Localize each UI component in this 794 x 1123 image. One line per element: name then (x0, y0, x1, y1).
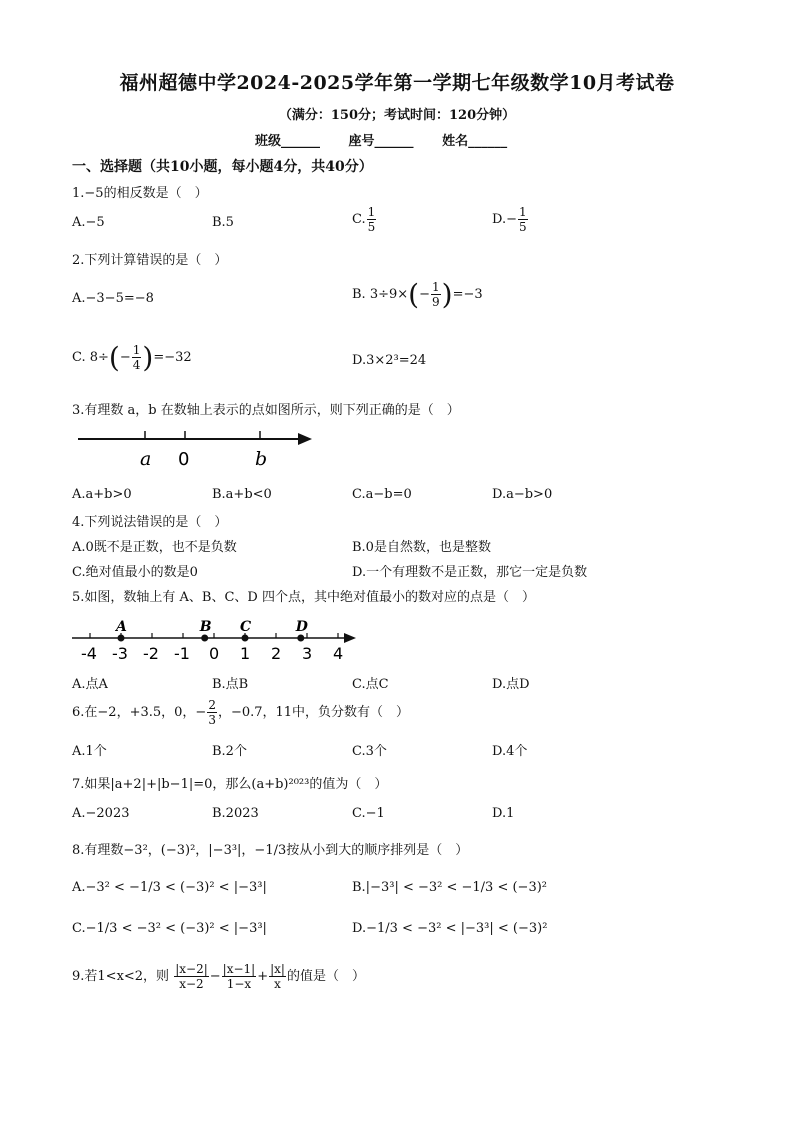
q7-option-c[interactable]: C.−1 (352, 806, 385, 821)
point-label: B (199, 619, 212, 635)
q5-option-c[interactable]: C.点C (352, 677, 389, 692)
question-3-stem: 3.有理数 a，b 在数轴上表示的点如图所示，则下列正确的是（ ） (72, 403, 460, 418)
q2-option-a[interactable]: A.−3−5=−8 (72, 291, 154, 306)
q9-stem-suffix: 的值是（ ） (286, 969, 365, 984)
point-label: A (116, 619, 127, 635)
name-field[interactable]: 姓名______ (442, 134, 508, 149)
label-b: b (255, 448, 268, 470)
tick-label: 3 (302, 644, 313, 663)
fraction: $\frac{2}{3}$ (208, 698, 216, 727)
q6-option-a[interactable]: A.1个 (72, 744, 107, 759)
point-dot (118, 635, 125, 642)
question-4-stem: 4.下列说法错误的是（ ） (72, 515, 228, 530)
q3-option-b[interactable]: B.a+b<0 (212, 487, 272, 502)
tick-label: -1 (174, 644, 190, 663)
q2-c-prefix: C. 8÷ (72, 350, 109, 365)
q1-option-d[interactable] (492, 205, 529, 234)
q6-stem-suffix: ，−0.7，11中，负分数有（ ） (217, 705, 410, 720)
q5-option-b[interactable]: B.点B (212, 677, 249, 692)
tick-label: 0 (209, 644, 220, 663)
fraction: $\frac{|x-2|}{x-2}$ (175, 962, 208, 991)
tick-label: 1 (240, 644, 251, 663)
q1-option-a[interactable]: A.−5 (72, 215, 105, 230)
q7-option-b[interactable]: B.2023 (212, 806, 259, 821)
point-dot (297, 635, 304, 642)
exam-subtitle: （满分：150分；考试时间：120分钟） (278, 108, 516, 123)
fraction: $\frac{1}{5}$ (518, 205, 527, 234)
q1-c-prefix: C. (352, 212, 366, 227)
question-9-stem: 9.若1<x<2，则 $\frac{|x-2|}{x-2}$ − $\frac{|x-1|}{1-x}$ + $\frac{|x|}{x}$ 的值是（ ） (72, 962, 365, 991)
number-line-ab (72, 425, 322, 473)
label-a: a (140, 448, 152, 470)
fraction: $\frac{1}{5}$ (367, 205, 376, 234)
question-6-stem (72, 698, 409, 727)
q1-option-b[interactable]: B.5 (212, 215, 234, 230)
q8-option-d[interactable]: D.−1/3 < −3² < |−3³| < (−3)² (352, 921, 548, 936)
tick-label: -4 (81, 644, 97, 663)
exam-title: 福州超德中学2024-2025学年第一学期七年级数学10月考试卷 (119, 72, 675, 94)
section-heading: 一、选择题（共10小题，每小题4分，共40分） (72, 159, 373, 175)
q8-option-a[interactable]: A.−3² < −1/3 < (−3)² < |−3³| (72, 880, 267, 895)
q4-option-a[interactable]: A.0既不是正数，也不是负数 (72, 540, 237, 555)
q2-b-prefix: B. 3÷9× (352, 287, 409, 302)
q3-option-d[interactable]: D.a−b>0 (492, 487, 553, 502)
q2-b-suffix: =−3 (452, 287, 483, 302)
paren: ) (142, 341, 154, 374)
paren: ( (108, 341, 120, 374)
q2-option-b[interactable]: B. 3÷9×(− $\frac{1}{9}$ )=−3 (352, 278, 483, 311)
q6-option-d[interactable]: D.4个 (492, 744, 528, 759)
point-label: C (240, 619, 252, 635)
fraction: $\frac{|x-1|}{1-x}$ (222, 962, 256, 991)
question-2-stem: 2.下列计算错误的是（ ） (72, 253, 228, 268)
axis-arrow (344, 633, 356, 643)
q6-stem-prefix: 6.在−2，+3.5，0，− (72, 705, 207, 720)
paren: ) (441, 278, 453, 311)
q3-option-a[interactable]: A.a+b>0 (72, 487, 132, 502)
fraction: $\frac{1}{4}$ (132, 343, 141, 372)
q2-option-c[interactable]: C. 8÷(− $\frac{1}{4}$ )=−32 (72, 341, 192, 374)
paren: ( (408, 278, 420, 311)
question-5-stem: 5.如图，数轴上有 A、B、C、D 四个点，其中绝对值最小的数对应的点是（ ） (72, 590, 535, 605)
q5-option-d[interactable]: D.点D (492, 677, 530, 692)
q1-option-c[interactable] (352, 205, 377, 234)
q7-option-a[interactable]: A.−2023 (72, 806, 130, 821)
seat-field[interactable]: 座号______ (348, 134, 414, 149)
tick-label: -3 (112, 644, 128, 663)
tick-label: 2 (271, 644, 282, 663)
q8-option-c[interactable]: C.−1/3 < −3² < (−3)² < |−3³| (72, 921, 267, 936)
q2-c-suffix: =−32 (153, 350, 192, 365)
fraction: $\frac{1}{9}$ (432, 280, 440, 309)
q3-option-c[interactable]: C.a−b=0 (352, 487, 412, 502)
q1-d-prefix: D.− (492, 212, 517, 227)
tick-label: 4 (333, 644, 344, 663)
tick-label: -2 (143, 644, 159, 663)
q2-option-d[interactable]: D.3×2³=24 (352, 353, 427, 368)
question-8-stem: 8.有理数−3²，(−3)²，|−3³|，−1/3按从小到大的顺序排列是（ ） (72, 843, 469, 858)
q6-option-c[interactable]: C.3个 (352, 744, 387, 759)
class-field[interactable]: 班级______ (255, 134, 321, 149)
label-zero: 0 (178, 449, 190, 470)
q8-option-b[interactable]: B.|−3³| < −3² < −1/3 < (−3)² (352, 880, 547, 895)
q4-option-b[interactable]: B.0是自然数，也是整数 (352, 540, 491, 555)
number-line-abcd (70, 612, 360, 664)
point-dot (201, 635, 208, 642)
fraction: $\frac{|x|}{x}$ (270, 962, 285, 991)
q4-option-d[interactable]: D.一个有理数不是正数，那它一定是负数 (352, 565, 588, 580)
student-info (255, 130, 531, 149)
q7-option-d[interactable]: D.1 (492, 806, 515, 821)
question-1-stem: 1.−5的相反数是（ ） (72, 186, 208, 201)
q6-option-b[interactable]: B.2个 (212, 744, 247, 759)
q5-option-a[interactable]: A.点A (72, 677, 108, 692)
q4-option-c[interactable]: C.绝对值最小的数是0 (72, 565, 198, 580)
point-label: D (295, 619, 308, 635)
question-7-stem: 7.如果|a+2|+|b−1|=0，那么(a+b)²⁰²³的值为（ ） (72, 777, 388, 792)
point-dot (242, 635, 249, 642)
q9-stem-prefix: 9.若1<x<2，则 (72, 969, 170, 984)
